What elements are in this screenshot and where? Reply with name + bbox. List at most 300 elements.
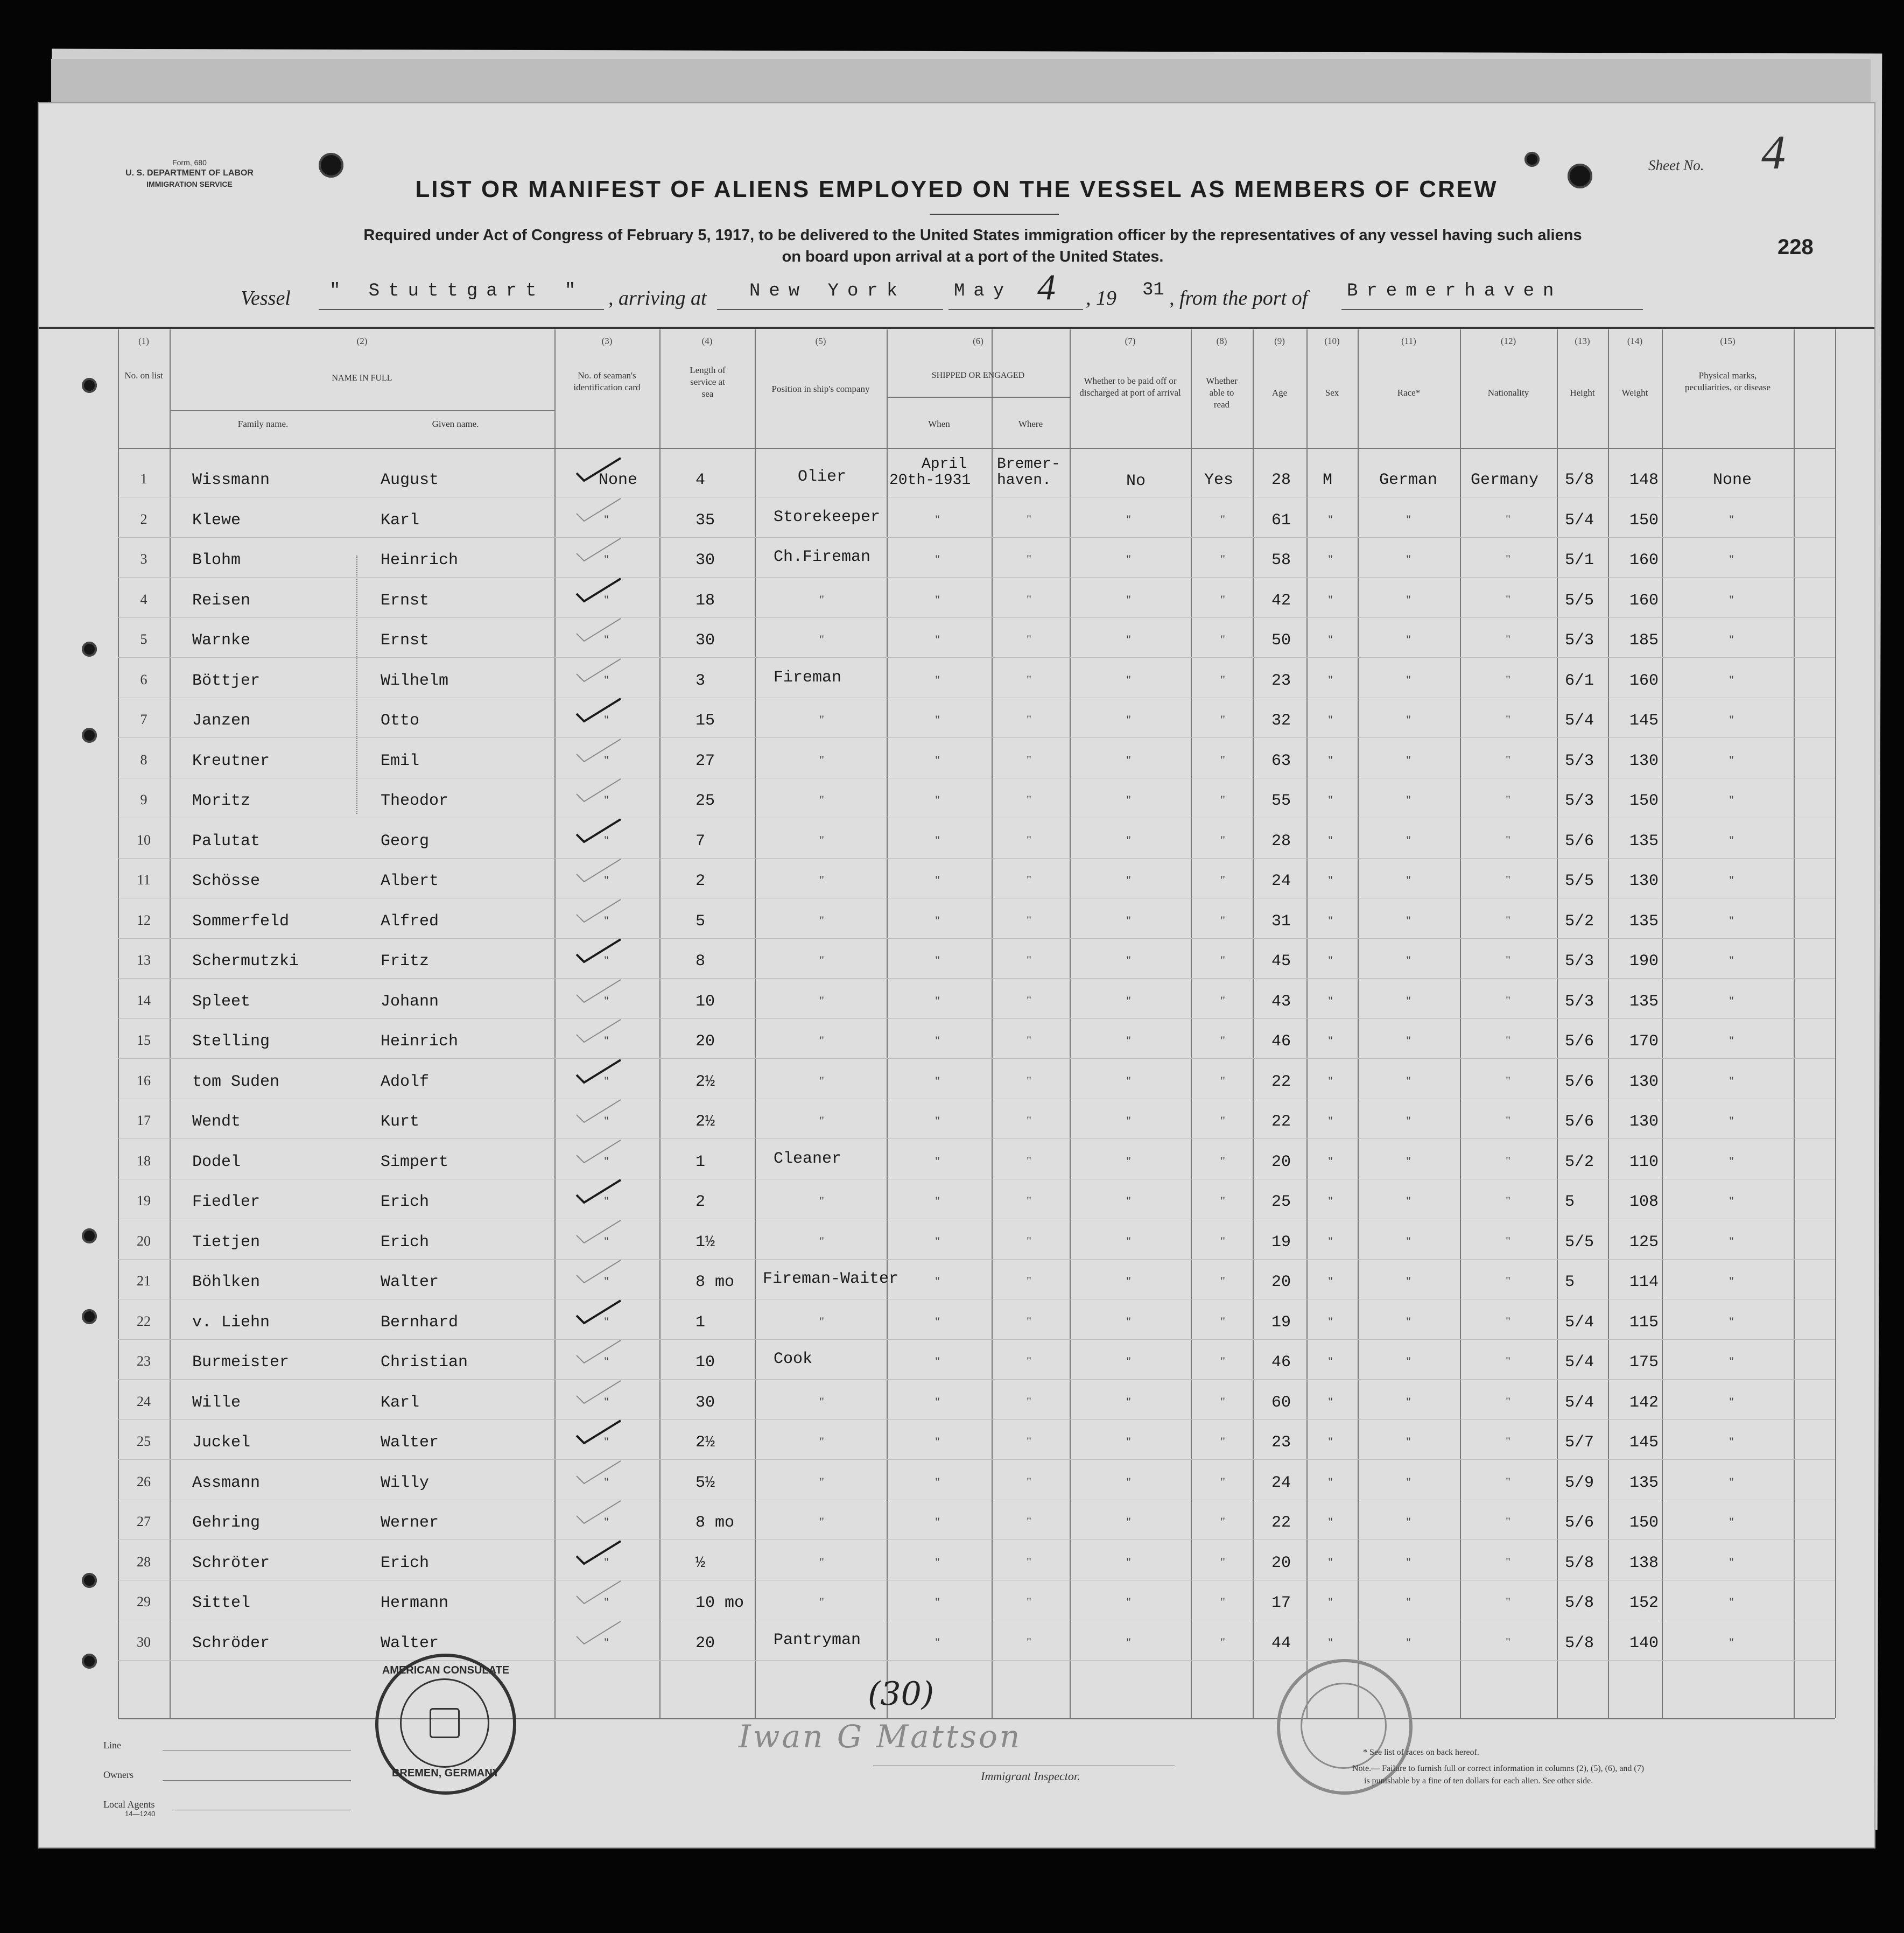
column-divider bbox=[1460, 329, 1461, 1718]
age: 20 bbox=[1271, 1554, 1291, 1572]
id-card-ditto: " bbox=[604, 1515, 609, 1528]
id-card-ditto: " bbox=[604, 1635, 609, 1649]
height: 5/4 bbox=[1565, 1353, 1594, 1372]
id-card-ditto: " bbox=[604, 672, 609, 686]
family-name: Stelling bbox=[192, 1032, 270, 1051]
family-name: Fiedler bbox=[192, 1193, 261, 1211]
weight: 130 bbox=[1629, 1072, 1659, 1091]
id-card-ditto: " bbox=[604, 1034, 609, 1047]
race-ditto: " bbox=[1406, 913, 1411, 927]
physical-marks-ditto: " bbox=[1729, 1354, 1734, 1368]
position-ditto: " bbox=[819, 1515, 824, 1528]
family-name: Schösse bbox=[192, 872, 261, 890]
punch-hole-icon bbox=[82, 1228, 97, 1243]
column-divider bbox=[170, 329, 171, 1718]
length-of-service: 20 bbox=[695, 1032, 715, 1051]
age: 22 bbox=[1271, 1514, 1291, 1532]
check-mark-icon bbox=[574, 1058, 623, 1085]
height: 5/6 bbox=[1565, 1514, 1594, 1532]
col-num: (4) bbox=[701, 336, 713, 346]
race-ditto: " bbox=[1406, 993, 1411, 1007]
manifest-sheet bbox=[38, 102, 1875, 1848]
length-of-service: 2½ bbox=[695, 1072, 715, 1091]
weight: 160 bbox=[1629, 671, 1659, 690]
weight: 114 bbox=[1629, 1273, 1659, 1291]
id-card-ditto: " bbox=[604, 1435, 609, 1448]
page-number: 228 bbox=[1777, 235, 1814, 259]
column-divider bbox=[118, 329, 119, 1718]
length-of-service: 1 bbox=[695, 1152, 706, 1171]
physical-marks-ditto: " bbox=[1729, 1194, 1734, 1207]
when-ditto: " bbox=[935, 793, 940, 806]
length-of-service: 10 mo bbox=[695, 1594, 744, 1612]
sex-ditto: " bbox=[1328, 512, 1333, 526]
nationality-ditto: " bbox=[1506, 1194, 1510, 1207]
date-underline bbox=[949, 309, 1083, 310]
length-of-service: 25 bbox=[695, 792, 715, 810]
race-note: * See list of races on back hereof. bbox=[1363, 1748, 1479, 1757]
race-ditto: " bbox=[1406, 713, 1411, 726]
row-number: 23 bbox=[137, 1353, 151, 1369]
row-number: 6 bbox=[140, 671, 147, 687]
shipped-where-1: Bremer- bbox=[997, 456, 1060, 473]
check-mark-icon bbox=[574, 697, 623, 723]
row-ruling bbox=[118, 1459, 1835, 1460]
check-mark-icon bbox=[574, 1017, 623, 1044]
weight: 145 bbox=[1629, 712, 1659, 730]
row-ruling bbox=[118, 1058, 1835, 1059]
form-code: 14—1240 bbox=[125, 1810, 156, 1818]
position-ditto: " bbox=[819, 833, 824, 847]
age: 20 bbox=[1271, 1152, 1291, 1171]
row-number: 3 bbox=[140, 551, 147, 567]
when-ditto: " bbox=[935, 913, 940, 927]
given-name: Georg bbox=[381, 832, 430, 850]
given-name: Heinrich bbox=[381, 551, 459, 570]
punch-hole-icon bbox=[82, 1309, 97, 1324]
weight: 190 bbox=[1629, 952, 1659, 971]
given-name: Karl bbox=[381, 511, 420, 530]
id-card-ditto: " bbox=[604, 552, 609, 566]
height: 5/5 bbox=[1565, 591, 1594, 610]
row-ruling bbox=[118, 657, 1835, 658]
sex-ditto: " bbox=[1328, 1354, 1333, 1368]
punch-hole-icon bbox=[82, 1573, 97, 1588]
able-read-ditto: " bbox=[1220, 1314, 1225, 1328]
age: 63 bbox=[1271, 751, 1291, 770]
family-name: Schröder bbox=[192, 1634, 270, 1653]
physical-marks-ditto: " bbox=[1729, 1314, 1734, 1328]
height: 5/3 bbox=[1565, 751, 1594, 770]
paid-off-value: No bbox=[1126, 472, 1146, 490]
family-name: Sittel bbox=[192, 1594, 251, 1612]
row-ruling bbox=[118, 737, 1835, 738]
sex-ditto: " bbox=[1328, 1194, 1333, 1207]
row-number: 14 bbox=[137, 992, 151, 1008]
row-number: 11 bbox=[137, 872, 151, 888]
inspector-label: Immigrant Inspector. bbox=[981, 1769, 1080, 1783]
family-name: Assmann bbox=[192, 1473, 261, 1492]
column-divider bbox=[1306, 329, 1308, 1718]
length-of-service: 18 bbox=[695, 591, 715, 610]
family-name: Sommerfeld bbox=[192, 912, 290, 931]
physical-marks-ditto: " bbox=[1729, 1474, 1734, 1488]
given-name: Hermann bbox=[381, 1594, 449, 1612]
length-of-service: 10 bbox=[695, 1353, 715, 1372]
race-ditto: " bbox=[1406, 1234, 1411, 1248]
weight: 150 bbox=[1629, 1514, 1659, 1532]
height: 5/6 bbox=[1565, 1113, 1594, 1131]
id-card-ditto: " bbox=[604, 913, 609, 927]
race-ditto: " bbox=[1406, 953, 1411, 967]
age: 60 bbox=[1271, 1393, 1291, 1412]
check-mark-icon bbox=[574, 857, 623, 884]
position-ditto: " bbox=[819, 1474, 824, 1488]
physical-marks-ditto: " bbox=[1729, 1635, 1734, 1649]
row-number: 22 bbox=[137, 1313, 151, 1329]
paid-off-ditto: " bbox=[1126, 993, 1131, 1007]
year-prefix: , 19 bbox=[1086, 287, 1116, 310]
age: 24 bbox=[1271, 1473, 1291, 1492]
id-card-ditto: " bbox=[604, 1394, 609, 1408]
weight: 140 bbox=[1629, 1634, 1659, 1653]
service-name: IMMIGRATION SERVICE bbox=[146, 180, 233, 188]
row-number: 12 bbox=[137, 912, 151, 928]
column-divider bbox=[1358, 329, 1359, 1718]
physical-marks-value: None bbox=[1713, 471, 1752, 489]
given-name: August bbox=[381, 471, 439, 489]
row-number: 19 bbox=[137, 1193, 151, 1208]
weight: 125 bbox=[1629, 1233, 1659, 1252]
where-ditto: " bbox=[1027, 552, 1031, 566]
vessel-line bbox=[39, 266, 1874, 313]
able-read-ditto: " bbox=[1220, 913, 1225, 927]
physical-marks-ditto: " bbox=[1729, 632, 1734, 646]
when-ditto: " bbox=[935, 1354, 940, 1368]
given-name: Erich bbox=[381, 1193, 430, 1211]
weight: 150 bbox=[1629, 511, 1659, 530]
nationality-ditto: " bbox=[1506, 1555, 1510, 1569]
nationality-ditto: " bbox=[1506, 1595, 1510, 1608]
position-ditto: " bbox=[819, 1394, 824, 1408]
owners-field bbox=[163, 1780, 351, 1781]
id-card-ditto: " bbox=[604, 713, 609, 726]
sex-ditto: " bbox=[1328, 1073, 1333, 1087]
col-num: (12) bbox=[1500, 336, 1516, 346]
height: 5/6 bbox=[1565, 1032, 1594, 1051]
physical-marks-ditto: " bbox=[1729, 1114, 1734, 1127]
where-ditto: " bbox=[1027, 1435, 1031, 1448]
given-name: Otto bbox=[381, 712, 420, 730]
when-ditto: " bbox=[935, 1194, 940, 1207]
position-ditto: " bbox=[819, 1555, 824, 1569]
row-number: 21 bbox=[137, 1273, 151, 1289]
length-of-service: 8 mo bbox=[695, 1514, 735, 1532]
column-divider bbox=[1253, 329, 1254, 1718]
vessel-underline bbox=[319, 309, 604, 310]
where-ditto: " bbox=[1027, 1555, 1031, 1569]
race-ditto: " bbox=[1406, 833, 1411, 847]
row-number: 1 bbox=[140, 471, 147, 487]
physical-marks-ditto: " bbox=[1729, 672, 1734, 686]
weight: 115 bbox=[1629, 1313, 1659, 1332]
sex-ditto: " bbox=[1328, 552, 1333, 566]
height: 5/8 bbox=[1565, 471, 1594, 489]
header-sex: Sex bbox=[1325, 388, 1339, 398]
position-in-company: Olier bbox=[798, 468, 847, 486]
crew-total: (30) bbox=[868, 1675, 935, 1713]
nationality-ditto: " bbox=[1506, 1154, 1510, 1168]
where-ditto: " bbox=[1027, 1194, 1031, 1207]
paid-off-ditto: " bbox=[1126, 1474, 1131, 1488]
weight: 145 bbox=[1629, 1433, 1659, 1452]
nationality-ditto: " bbox=[1506, 672, 1510, 686]
race-ditto: " bbox=[1406, 1034, 1411, 1047]
paid-off-ditto: " bbox=[1126, 512, 1131, 526]
when-ditto: " bbox=[935, 833, 940, 847]
sex-ditto: " bbox=[1328, 1234, 1333, 1248]
page-subtitle bbox=[276, 224, 1670, 268]
where-ditto: " bbox=[1027, 592, 1031, 606]
given-name: Karl bbox=[381, 1393, 420, 1412]
column-divider bbox=[992, 329, 993, 1718]
stamp-top-text: AMERICAN CONSULATE bbox=[382, 1664, 510, 1676]
check-mark-icon bbox=[574, 1579, 623, 1606]
col-num: (9) bbox=[1274, 336, 1285, 346]
when-ditto: " bbox=[935, 1114, 940, 1127]
row-number: 24 bbox=[137, 1393, 151, 1409]
able-read-ditto: " bbox=[1220, 1515, 1225, 1528]
given-name: Bernhard bbox=[381, 1313, 459, 1332]
given-name: Willy bbox=[381, 1473, 430, 1492]
id-card-ditto: " bbox=[604, 1073, 609, 1087]
race-ditto: " bbox=[1406, 793, 1411, 806]
length-of-service: 8 mo bbox=[695, 1273, 735, 1291]
position-ditto: " bbox=[819, 713, 824, 726]
from-label: , from the port of bbox=[1169, 287, 1308, 310]
race-ditto: " bbox=[1406, 1595, 1411, 1608]
position-ditto: " bbox=[819, 592, 824, 606]
col-num: (10) bbox=[1324, 336, 1340, 346]
row-ruling bbox=[118, 577, 1835, 578]
header-id-card: No. of seaman's identification card bbox=[573, 370, 641, 392]
sex-ditto: " bbox=[1328, 753, 1333, 767]
physical-marks-ditto: " bbox=[1729, 793, 1734, 806]
column-divider bbox=[1557, 329, 1558, 1718]
row-ruling bbox=[118, 1660, 1835, 1661]
nationality-ditto: " bbox=[1506, 1114, 1510, 1127]
position-ditto: " bbox=[819, 632, 824, 646]
nationality-ditto: " bbox=[1506, 953, 1510, 967]
length-of-service: 27 bbox=[695, 751, 715, 770]
able-read-ditto: " bbox=[1220, 1635, 1225, 1649]
row-number: 2 bbox=[140, 511, 147, 527]
given-name: Christian bbox=[381, 1353, 468, 1372]
sex-ditto: " bbox=[1328, 833, 1333, 847]
where-ditto: " bbox=[1027, 873, 1031, 887]
id-card-value: None bbox=[599, 471, 638, 489]
where-ditto: " bbox=[1027, 1314, 1031, 1328]
age: 61 bbox=[1271, 511, 1291, 530]
position-in-company: Fireman bbox=[774, 668, 842, 687]
arrival-port: New York bbox=[749, 281, 907, 301]
inspector-signature: Iwan G Mattson bbox=[739, 1718, 1022, 1755]
race-ditto: " bbox=[1406, 1635, 1411, 1649]
header-paid-off: Whether to be paid off or discharged at port of arrival bbox=[1079, 376, 1181, 398]
row-ruling bbox=[118, 617, 1835, 618]
able-read-ditto: " bbox=[1220, 793, 1225, 806]
when-ditto: " bbox=[935, 873, 940, 887]
family-name: Wille bbox=[192, 1393, 241, 1412]
sex-ditto: " bbox=[1328, 1435, 1333, 1448]
able-read-ditto: " bbox=[1220, 1194, 1225, 1207]
sex-ditto: " bbox=[1328, 672, 1333, 686]
id-card-ditto: " bbox=[604, 1194, 609, 1207]
paid-off-ditto: " bbox=[1126, 1154, 1131, 1168]
sheet-no-label: Sheet No. bbox=[1648, 157, 1704, 173]
header-position: Position in ship's company bbox=[771, 384, 870, 394]
age: 22 bbox=[1271, 1072, 1291, 1091]
row-divider bbox=[887, 397, 1070, 398]
physical-marks-ditto: " bbox=[1729, 512, 1734, 526]
check-mark-icon bbox=[574, 1178, 623, 1205]
where-ditto: " bbox=[1027, 833, 1031, 847]
row-number: 27 bbox=[137, 1514, 151, 1529]
sex-ditto: " bbox=[1328, 873, 1333, 887]
family-name: Gehring bbox=[192, 1514, 261, 1532]
weight: 108 bbox=[1629, 1193, 1659, 1211]
height: 6/1 bbox=[1565, 671, 1594, 690]
family-name: Kreutner bbox=[192, 751, 270, 770]
position-ditto: " bbox=[819, 1034, 824, 1047]
when-ditto: " bbox=[935, 1555, 940, 1569]
where-ditto: " bbox=[1027, 632, 1031, 646]
id-card-ditto: " bbox=[604, 993, 609, 1007]
physical-marks-ditto: " bbox=[1729, 1435, 1734, 1448]
when-ditto: " bbox=[935, 1274, 940, 1288]
column-divider bbox=[1835, 329, 1836, 1718]
length-of-service: 30 bbox=[695, 551, 715, 570]
weight: 135 bbox=[1629, 992, 1659, 1011]
weight: 160 bbox=[1629, 591, 1659, 610]
nationality-ditto: " bbox=[1506, 1515, 1510, 1528]
physical-marks-ditto: " bbox=[1729, 753, 1734, 767]
able-read-ditto: " bbox=[1220, 1234, 1225, 1248]
able-read-ditto: " bbox=[1220, 873, 1225, 887]
where-ditto: " bbox=[1027, 993, 1031, 1007]
weight: 148 bbox=[1629, 471, 1659, 489]
id-card-ditto: " bbox=[604, 753, 609, 767]
penalty-note-2: is punishable by a fine of ten dollars for each alien. See other side. bbox=[1364, 1776, 1593, 1786]
check-mark-icon bbox=[574, 1098, 623, 1124]
position-ditto: " bbox=[819, 1314, 824, 1328]
when-ditto: " bbox=[935, 1034, 940, 1047]
consulate-stamp bbox=[375, 1654, 516, 1795]
col-num: (1) bbox=[138, 336, 149, 346]
row-ruling bbox=[118, 858, 1835, 859]
able-read-ditto: " bbox=[1220, 1034, 1225, 1047]
age: 44 bbox=[1271, 1634, 1291, 1653]
header-age: Age bbox=[1271, 388, 1288, 398]
check-mark-icon bbox=[574, 1418, 623, 1445]
check-mark-icon bbox=[574, 1499, 623, 1526]
length-of-service: 7 bbox=[695, 832, 706, 850]
sex-ditto: " bbox=[1328, 793, 1333, 806]
sex-ditto: " bbox=[1328, 1274, 1333, 1288]
race-ditto: " bbox=[1406, 1394, 1411, 1408]
sex-value: M bbox=[1323, 471, 1333, 489]
weight: 135 bbox=[1629, 1473, 1659, 1492]
nationality-ditto: " bbox=[1506, 512, 1510, 526]
physical-marks-ditto: " bbox=[1729, 833, 1734, 847]
sex-ditto: " bbox=[1328, 1635, 1333, 1649]
physical-marks-ditto: " bbox=[1729, 1234, 1734, 1248]
position-ditto: " bbox=[819, 793, 824, 806]
position-in-company: Storekeeper bbox=[774, 508, 881, 526]
weight: 142 bbox=[1629, 1393, 1659, 1412]
given-name: Fritz bbox=[381, 952, 430, 971]
given-name: Adolf bbox=[381, 1072, 430, 1091]
age: 32 bbox=[1271, 712, 1291, 730]
nationality-ditto: " bbox=[1506, 592, 1510, 606]
given-name: Werner bbox=[381, 1514, 439, 1532]
column-divider bbox=[554, 329, 556, 1718]
given-name: Erich bbox=[381, 1233, 430, 1252]
height: 5/1 bbox=[1565, 551, 1594, 570]
position-ditto: " bbox=[819, 953, 824, 967]
row-number: 9 bbox=[140, 792, 147, 807]
col-num: (8) bbox=[1216, 336, 1227, 346]
header-length-service: Length of service at sea bbox=[690, 365, 726, 399]
height: 5/3 bbox=[1565, 631, 1594, 650]
family-name: tom Suden bbox=[192, 1072, 280, 1091]
check-mark-icon bbox=[574, 1539, 623, 1566]
race-ditto: " bbox=[1406, 753, 1411, 767]
height: 5 bbox=[1565, 1193, 1575, 1211]
position-ditto: " bbox=[819, 873, 824, 887]
row-ruling bbox=[118, 1339, 1835, 1340]
paid-off-ditto: " bbox=[1126, 793, 1131, 806]
penalty-note-1: Note.— Failure to furnish full or correct information in columns (2), (5), (6), and (7) bbox=[1352, 1764, 1645, 1773]
length-of-service: 20 bbox=[695, 1634, 715, 1653]
family-name: Palutat bbox=[192, 832, 261, 850]
header-weight: Weight bbox=[1621, 388, 1648, 398]
family-name: Wissmann bbox=[192, 471, 270, 489]
given-name: Kurt bbox=[381, 1113, 420, 1131]
able-read-ditto: " bbox=[1220, 552, 1225, 566]
position-ditto: " bbox=[819, 1595, 824, 1608]
race-ditto: " bbox=[1406, 512, 1411, 526]
age: 23 bbox=[1271, 1433, 1291, 1452]
age: 25 bbox=[1271, 1193, 1291, 1211]
race-value: German bbox=[1379, 471, 1438, 489]
row-ruling bbox=[118, 1379, 1835, 1380]
paid-off-ditto: " bbox=[1126, 1194, 1131, 1207]
header-physical-marks: Physical marks, peculiarities, or disease bbox=[1684, 370, 1771, 392]
from-port: Bremerhaven bbox=[1347, 281, 1563, 301]
when-ditto: " bbox=[935, 672, 940, 686]
where-ditto: " bbox=[1027, 953, 1031, 967]
where-ditto: " bbox=[1027, 1034, 1031, 1047]
column-divider bbox=[755, 329, 756, 1718]
paid-off-ditto: " bbox=[1126, 1635, 1131, 1649]
row-number: 20 bbox=[137, 1233, 151, 1249]
id-card-ditto: " bbox=[604, 873, 609, 887]
sex-ditto: " bbox=[1328, 953, 1333, 967]
subtitle-line-1: Required under Act of Congress of February 5, 1917, to be delivered to the United States immigration officer by the representatives of any vessel having such aliens bbox=[363, 227, 1582, 244]
paid-off-ditto: " bbox=[1126, 1073, 1131, 1087]
when-ditto: " bbox=[935, 1154, 940, 1168]
